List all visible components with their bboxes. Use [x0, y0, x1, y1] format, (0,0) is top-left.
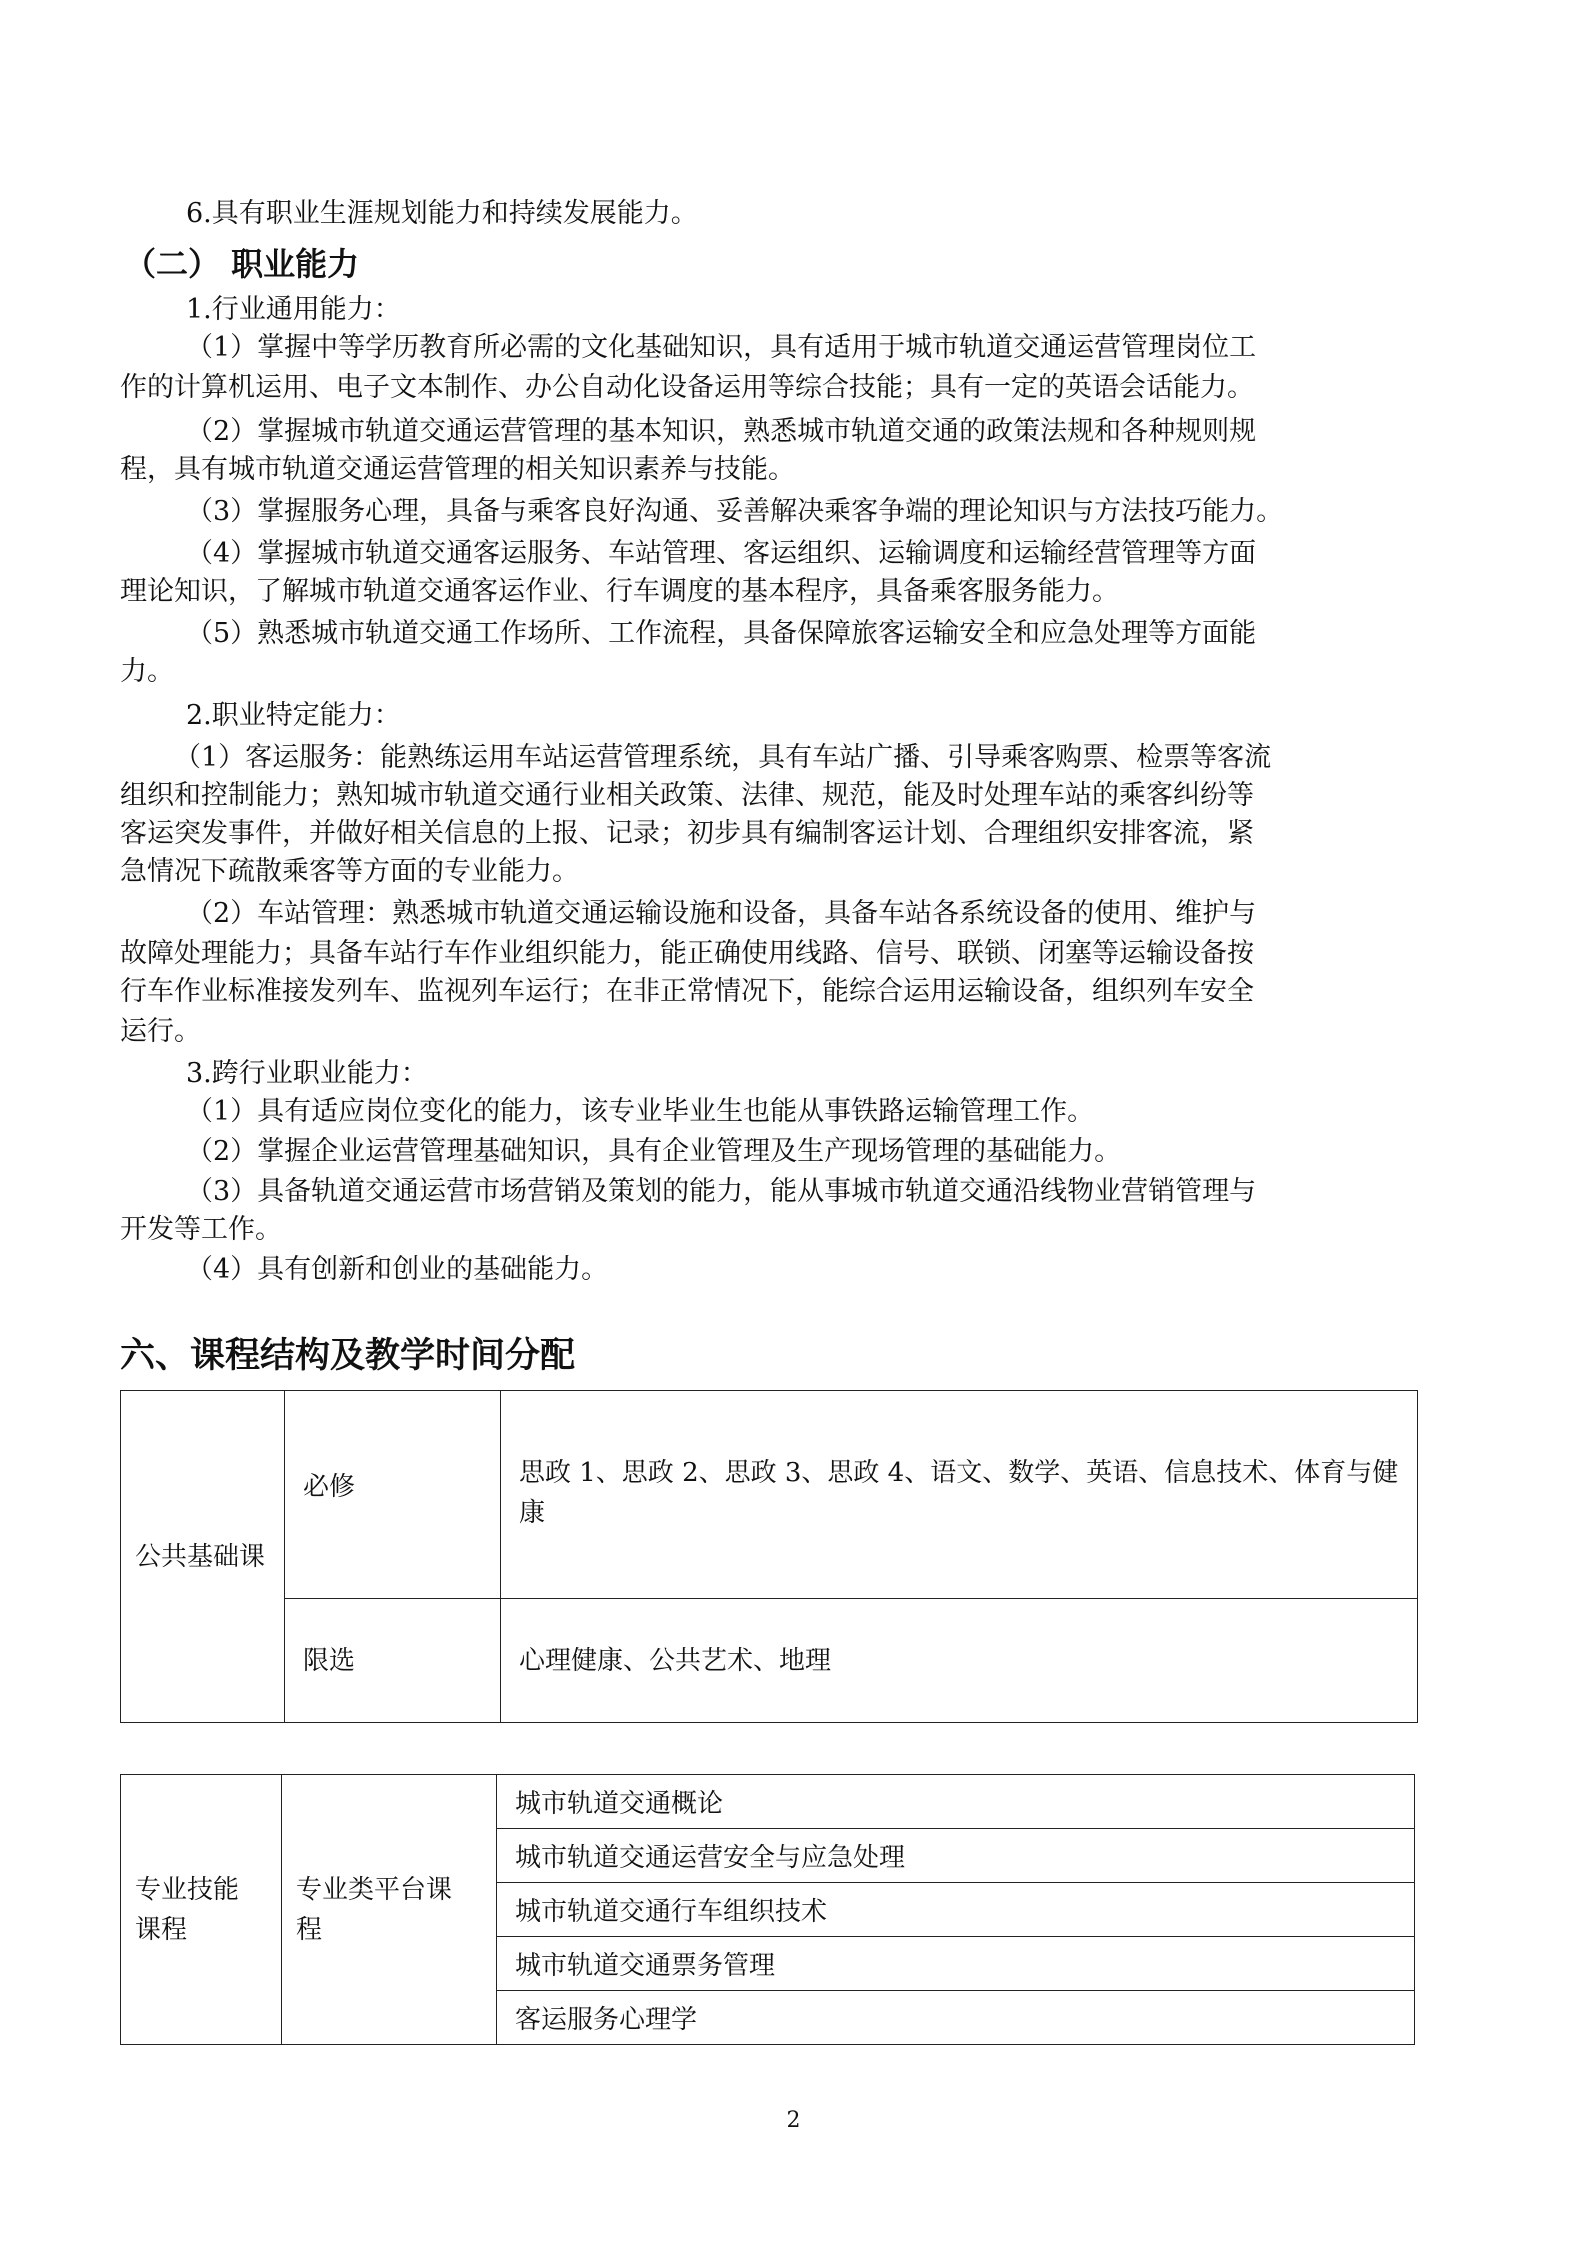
- page-number: 2: [786, 2108, 801, 2133]
- paragraph-line: 运行。: [120, 1016, 201, 1047]
- paragraph-line: （2）掌握企业运营管理基础知识，具有企业管理及生产现场管理的基础能力。: [186, 1136, 1122, 1167]
- course-cell: [497, 1775, 1415, 1829]
- paragraph-line: 理论知识，了解城市轨道交通客运作业、行车调度的基本程序，具备乘客服务能力。: [120, 576, 1119, 607]
- course-name: 城市轨道交通行车组织技术: [515, 1897, 828, 1927]
- paragraph-line: 组织和控制能力；熟知城市轨道交通行业相关政策、法律、规范，能及时处理车站的乘客纠纷等: [120, 780, 1254, 811]
- paragraph-line: 客运突发事件，并做好相关信息的上报、记录；初步具有编制客运计划、合理组织安排客流，紧: [120, 818, 1254, 849]
- paragraph-line: （1）客运服务：能熟练运用车站运营管理系统，具有车站广播、引导乘客购票、检票等客流: [174, 742, 1272, 773]
- paragraph-line: （2）掌握城市轨道交通运营管理的基本知识，熟悉城市轨道交通的政策法规和各种规则规: [186, 416, 1257, 447]
- course-name: 客运服务心理学: [515, 2005, 698, 2035]
- paragraph-line: （4）具有创新和创业的基础能力。: [186, 1254, 609, 1285]
- category-cell: [121, 1391, 285, 1723]
- course-table-public: [120, 1390, 1418, 1723]
- course-cell: [497, 1937, 1415, 1991]
- subcategory-cell: [282, 1775, 497, 2045]
- courses-text: 心理健康、公共艺术、地理: [519, 1645, 832, 1676]
- paragraph-line: 6.具有职业生涯规划能力和持续发展能力。: [186, 198, 698, 229]
- paragraph-line: 故障处理能力；具备车站行车作业组织能力，能正确使用线路、信号、联锁、闭塞等运输设备按: [120, 938, 1254, 969]
- type-cell: [285, 1391, 501, 1599]
- category-label: 公共基础课: [135, 1541, 266, 1572]
- paragraph-line: 开发等工作。: [120, 1214, 282, 1245]
- course-cell: [497, 1991, 1415, 2045]
- paragraph-line: （4）掌握城市轨道交通客运服务、车站管理、客运组织、运输调度和运输经营管理等方面: [186, 538, 1257, 569]
- paragraph-line: 程，具有城市轨道交通运营管理的相关知识素养与技能。: [120, 454, 795, 485]
- course-cell: [497, 1883, 1415, 1937]
- courses-cell: [501, 1599, 1418, 1723]
- paragraph-line: 行车作业标准接发列车、监视列车运行；在非正常情况下，能综合运用运输设备，组织列车安全: [120, 976, 1254, 1007]
- courses-cell: [501, 1391, 1418, 1599]
- paragraph-line: （1）掌握中等学历教育所必需的文化基础知识，具有适用于城市轨道交通运营管理岗位工: [186, 332, 1257, 363]
- paragraph-line: 作的计算机运用、电子文本制作、办公自动化设备运用等综合技能；具有一定的英语会话能力。: [120, 372, 1254, 403]
- paragraph-line: （1）具有适应岗位变化的能力，该专业毕业生也能从事铁路运输管理工作。: [186, 1096, 1095, 1127]
- type-label: 必修: [303, 1472, 356, 1502]
- course-name: 城市轨道交通概论: [515, 1789, 724, 1819]
- course-name: 城市轨道交通运营安全与应急处理: [515, 1843, 906, 1873]
- type-label: 限选: [303, 1645, 356, 1676]
- category-label: 专业技能课程: [135, 1874, 240, 1945]
- paragraph-line: （3）具备轨道交通运营市场营销及策划的能力，能从事城市轨道交通沿线物业营销管理与: [186, 1176, 1257, 1207]
- chapter-heading: 六、课程结构及教学时间分配: [120, 1336, 576, 1376]
- paragraph-line: 1.行业通用能力：: [186, 294, 401, 325]
- subcategory-label: 专业类平台课程: [296, 1874, 453, 1945]
- course-name: 城市轨道交通票务管理: [515, 1951, 776, 1981]
- paragraph-line: 力。: [120, 656, 174, 687]
- paragraph-line: （2）车站管理：熟悉城市轨道交通运输设施和设备，具备车站各系统设备的使用、维护与: [186, 898, 1257, 929]
- paragraph-line: 急情况下疏散乘客等方面的专业能力。: [120, 856, 579, 887]
- paragraph-line: 2.职业特定能力：: [186, 700, 401, 731]
- course-table-professional: [120, 1774, 1415, 2045]
- courses-text: 思政 1、思政 2、思政 3、思政 4、语文、数学、英语、信息技术、体育与健康: [519, 1458, 1399, 1528]
- paragraph-line: （5）熟悉城市轨道交通工作场所、工作流程，具备保障旅客运输安全和应急处理等方面能: [186, 618, 1257, 649]
- section-heading: （二） 职业能力: [124, 245, 360, 283]
- paragraph-line: 3.跨行业职业能力：: [186, 1058, 428, 1089]
- course-cell: [497, 1829, 1415, 1883]
- type-cell: [285, 1599, 501, 1723]
- paragraph-line: （3）掌握服务心理，具备与乘客良好沟通、妥善解决乘客争端的理论知识与方法技巧能力。: [186, 496, 1284, 527]
- category-cell: [121, 1775, 282, 2045]
